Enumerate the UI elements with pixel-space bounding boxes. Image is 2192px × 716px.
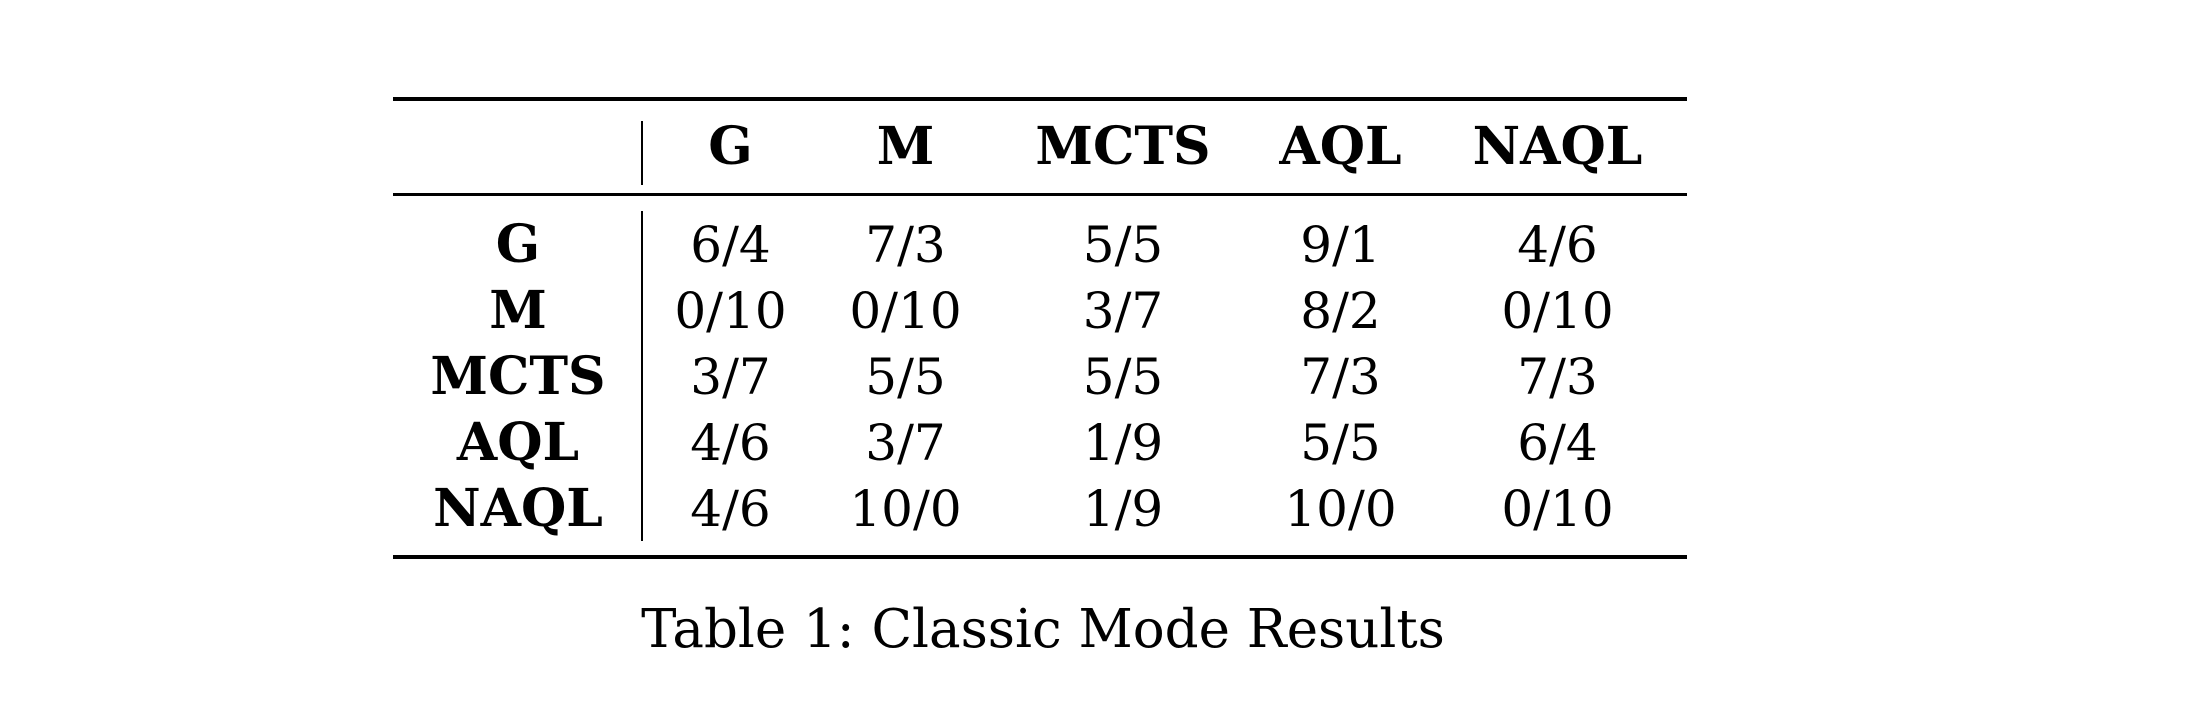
table-cell: 4/6	[690, 480, 771, 538]
table-cell: 0/10	[1501, 480, 1614, 538]
table-cell: 5/5	[1300, 414, 1381, 472]
results-table	[393, 97, 1687, 559]
row-header-g: G	[495, 214, 541, 275]
table-cell: 4/6	[1517, 216, 1598, 274]
column-header-mcts: MCTS	[1035, 116, 1211, 177]
table-cell: 6/4	[1517, 414, 1598, 472]
column-header-m: M	[876, 116, 935, 177]
table-cell: 4/6	[690, 414, 771, 472]
table-cell: 3/7	[690, 348, 771, 406]
table-cell: 6/4	[690, 216, 771, 274]
table-row	[393, 278, 1687, 344]
table-bottom-rule	[393, 555, 1687, 559]
table-row	[393, 212, 1687, 278]
table-cell: 5/5	[865, 348, 946, 406]
table-cell: 7/3	[865, 216, 946, 274]
table-header-row	[393, 101, 1687, 193]
table-row	[393, 410, 1687, 476]
table-cell: 9/1	[1300, 216, 1381, 274]
header-vertical-rule	[641, 121, 643, 185]
table-cell: 1/9	[1082, 480, 1164, 538]
column-header-g: G	[708, 116, 753, 177]
table-cell: 0/10	[849, 282, 962, 340]
table-cell: 10/0	[1284, 480, 1397, 538]
table-body	[393, 196, 1687, 555]
table-cell: 3/7	[865, 414, 946, 472]
table-row	[393, 344, 1687, 410]
table-cell: 0/10	[1501, 282, 1614, 340]
table-caption	[0, 599, 2192, 660]
table-row	[393, 476, 1687, 542]
row-header-m: M	[489, 280, 547, 341]
row-header-mcts: MCTS	[430, 346, 606, 407]
table-cell: 7/3	[1517, 348, 1598, 406]
table-cell: 3/7	[1082, 282, 1164, 340]
table-cell: 1/9	[1082, 414, 1164, 472]
table-cell: 5/5	[1082, 348, 1164, 406]
table-cell: 10/0	[849, 480, 962, 538]
column-header-aql: AQL	[1279, 116, 1402, 177]
table-cell: 0/10	[674, 282, 787, 340]
row-header-aql: AQL	[456, 412, 580, 473]
table-caption-text: Table 1: Classic Mode Results	[641, 599, 1445, 660]
column-header-naql: NAQL	[1472, 116, 1643, 177]
table-cell: 8/2	[1300, 282, 1381, 340]
table-cell: 5/5	[1082, 216, 1164, 274]
table-cell: 7/3	[1300, 348, 1381, 406]
row-header-naql: NAQL	[433, 478, 603, 539]
